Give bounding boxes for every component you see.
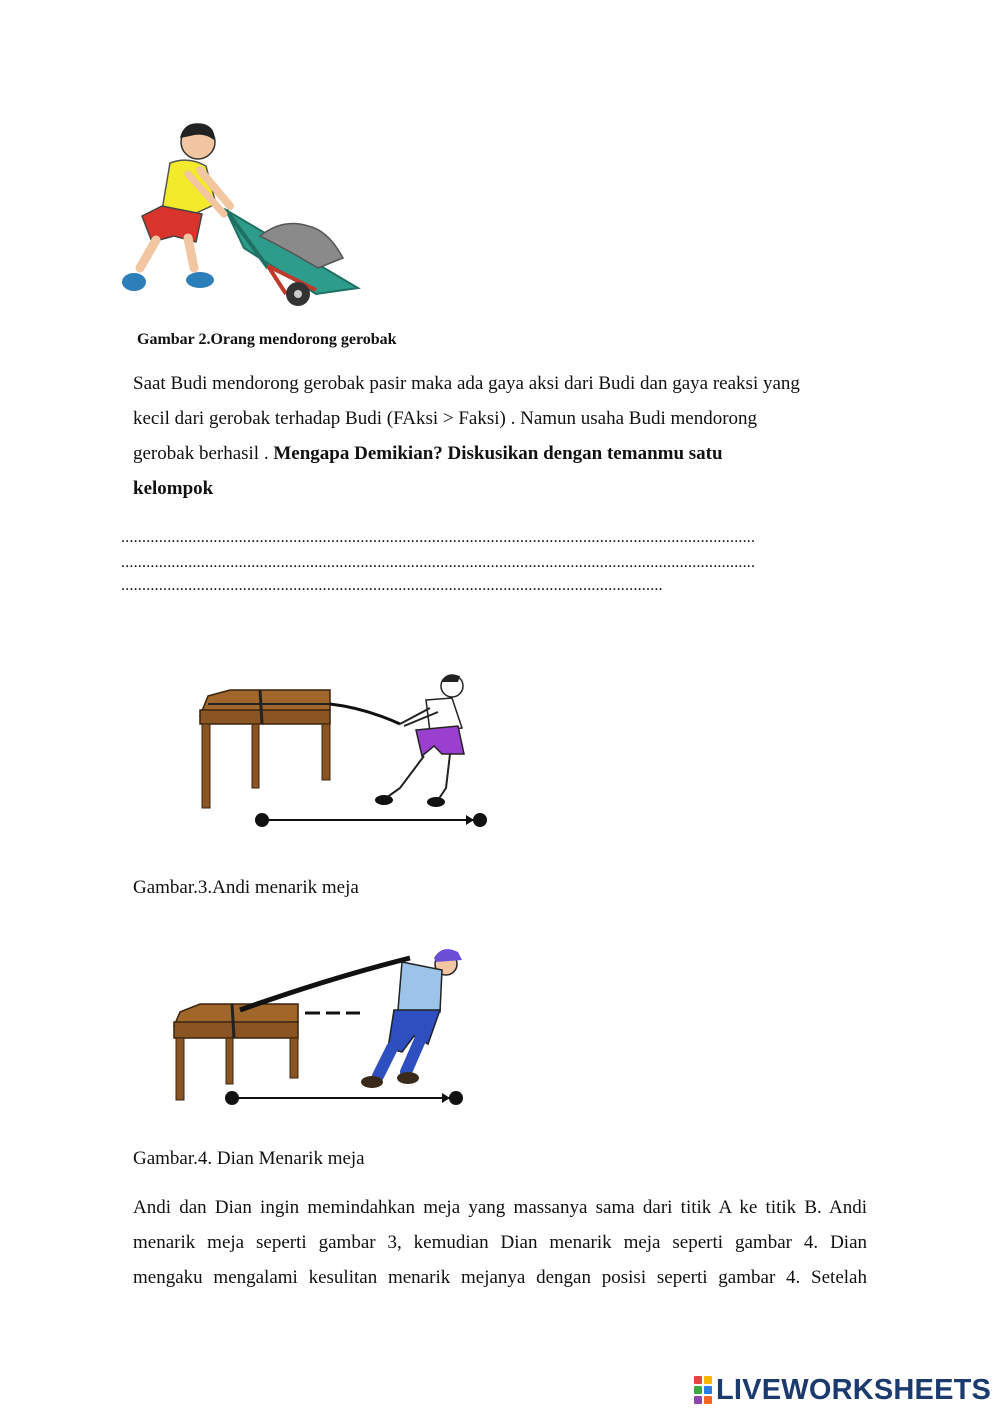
paragraph-line: menarik meja seperti gambar 3, kemudian Dian menarik meja seperti gambar 4. Dian (133, 1232, 867, 1253)
paragraph-table-problem (133, 1190, 867, 1295)
paragraph-line (133, 436, 853, 471)
liveworksheets-logo (694, 1372, 991, 1408)
figure-3-caption: Gambar.3.Andi menarik meja (133, 877, 359, 898)
answer-line-1[interactable]: ....................................................................................................................................................... (121, 529, 756, 546)
paragraph-wheelbarrow (133, 366, 853, 506)
paragraph-text: gerobak berhasil . (133, 443, 274, 464)
andi-pulling-table-illustration (190, 668, 495, 838)
dian-pulling-table-illustration (170, 940, 475, 1110)
discussion-question: Mengapa Demikian? Diskusikan dengan temanmu satu (273, 443, 723, 464)
paragraph-line: mengaku mengalami kesulitan menarik mejanya dengan posisi seperti gambar 4. Setelah (133, 1267, 867, 1288)
answer-line-3[interactable]: ................................................................................................................................. (121, 577, 663, 594)
paragraph-line: kecil dari gerobak terhadap Budi (FAksi > Faksi) . Namun usaha Budi mendorong (133, 408, 758, 429)
wheelbarrow-illustration (118, 118, 363, 313)
answer-line-2[interactable]: ....................................................................................................................................................... (121, 554, 756, 571)
paragraph-line: Saat Budi mendorong gerobak pasir maka ada gaya aksi dari Budi dan gaya reaksi yang (133, 373, 800, 394)
paragraph-line (133, 471, 853, 506)
logo-text: LIVEWORKSHEETS (716, 1373, 992, 1406)
figure-2-caption: Gambar 2.Orang mendorong gerobak (137, 331, 397, 348)
discussion-question-end: kelompok (133, 478, 214, 499)
paragraph-line: Andi dan Dian ingin memindahkan meja yang massanya sama dari titik A ke titik B. Andi (133, 1197, 867, 1218)
figure-4-caption: Gambar.4. Dian Menarik meja (133, 1148, 365, 1169)
logo-blocks-icon (694, 1376, 712, 1404)
